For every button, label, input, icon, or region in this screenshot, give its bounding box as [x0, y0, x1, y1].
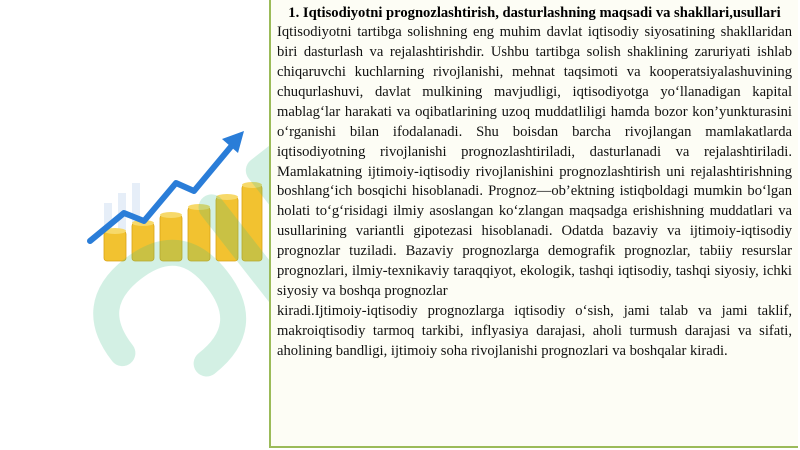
- section-title: 1. Iqtisodiyotni prognozlashtirish, dasturlashning maqsadi va shakllari,usullari: [288, 5, 781, 21]
- growth-arrow-coins-icon: [84, 113, 267, 270]
- body-paragraph-2: kiradi.Ijtimoiy-iqtisodiy prognozlarga iqtisodiy o‘sish, jami talab va jami taklif, makroiqtisodiy tarmoq tarkibi, inflyasiya darajasi, aholi turmush darajasi va sifati, aholining bandligi, ijtimoiy soha rivojlanishi prognozlari va boshqalar kiradi.: [277, 302, 792, 359]
- text-content-box: [269, 0, 798, 448]
- body-paragraph-1: Iqtisodiyotni tartibga solishning eng muhim davlat iqtisodiy siyosatining shakllaridan biri dasturlash va rejalashtirishdir. Ushbu tartibga solish shaklining zaruriyati ishlab chiqaruvchi kuchlarning rivojlanishi, mehnat taqsimoti va kooperatsiyalashuvining chuqurlashuvi, davlat mulkining mavjudligi, iqtisodiyotga yo‘llanadigan kapital mablag‘lar harakati va oqibatlarining uzoq muddatliligi hamda bozor kon’yunkturasini o‘rganishi bilan ifodalanadi. Shu boisdan barcha rivojlangan mamlakatlarda iqtisodiyotning rivojlanishi prognozlashtiriladi, dasturlanadi va rejalashtiriladi. Mamlakatning ijtimoiy-iqtisodiy rivojlanishini prognozlashtirish uni rejalashtirishning boshlang‘ich bosqichi hisoblanadi. Prognoz—ob’ektning istiqboldagi mumkin bo‘lgan holati to‘g‘risidagi ilmiy asoslangan ko‘zlangan maqsadga erishishning muddatlari va usullarining variantli gipotezasi hisoblanadi. Odatda bazaviy va ijtimoiy-iqtisodiy prognozlar tuziladi. Bazaviy prognozlarga demografik prognozlar, tabiiy resurslar prognozlari, ilmiy-texnikaviy taraqqiyot, ekologik, tashqi iqtisodiy, tashqi siyosiy, ichki siyosiy va boshqa prognozlar: [277, 24, 792, 299]
